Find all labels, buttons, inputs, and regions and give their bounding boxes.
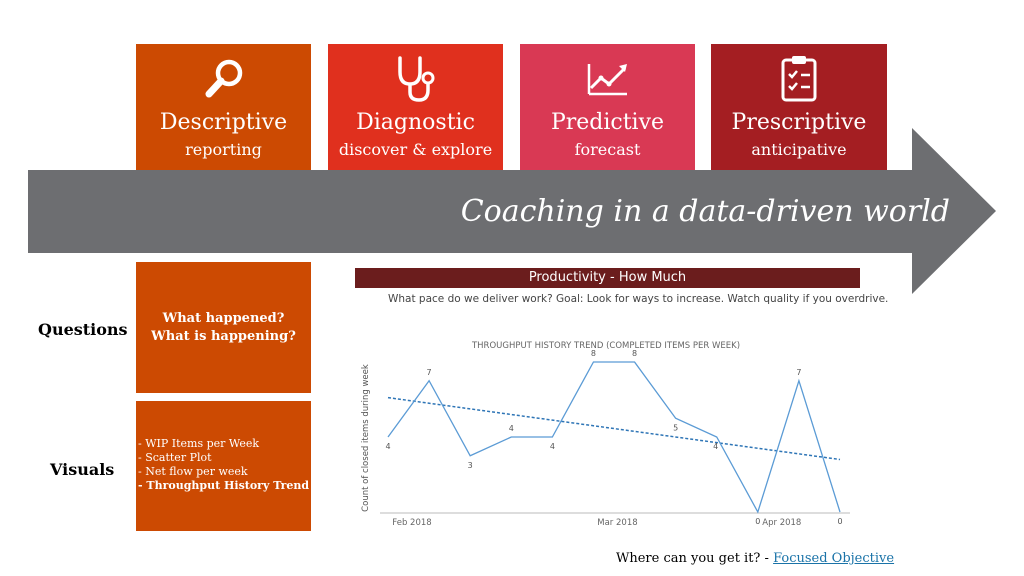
question-item: What happened? [162, 311, 285, 326]
y-axis-label: Count of closed items during week [361, 364, 371, 512]
visual-item: - Throughput History Trend [138, 479, 310, 492]
data-label: 4 [385, 442, 391, 451]
data-label: 3 [467, 460, 473, 470]
data-label: 8 [631, 349, 638, 358]
panel-subtitle: What pace do we deliver work? Goal: Look for ways to increase. Watch quality if you overdrive. [388, 293, 889, 305]
data-label: 4 [549, 442, 555, 451]
visual-item: - Net flow per week [138, 465, 248, 478]
tile-subtitle: reporting [185, 140, 262, 159]
tile-subtitle: forecast [574, 140, 641, 159]
footer [616, 551, 894, 566]
questions-label: Questions [38, 320, 128, 339]
data-label: 4 [713, 442, 719, 451]
data-label: 5 [673, 423, 679, 433]
tile-subtitle: discover & explore [338, 140, 493, 159]
visual-item: - WIP Items per Week [138, 437, 260, 450]
banner-title: Coaching in a data-driven world [460, 194, 950, 229]
tile-title: Prescriptive [731, 110, 867, 135]
visual-item: - Scatter Plot [138, 451, 212, 464]
data-label: 0 [755, 517, 761, 526]
data-label: 0 [837, 517, 843, 526]
footer-prefix: Where can you get it? - [616, 551, 774, 566]
x-tick-label: Feb 2018 [392, 518, 432, 528]
x-tick-label: Apr 2018 [762, 518, 802, 528]
panel-header: Productivity - How Much [355, 268, 860, 288]
series-line [388, 362, 840, 512]
visuals-label: Visuals [50, 460, 115, 479]
data-label: 8 [590, 349, 597, 358]
data-label: 7 [426, 367, 432, 377]
focused-objective-link[interactable]: Focused Objective [773, 551, 895, 566]
tile-title: Predictive [550, 110, 665, 135]
tile-subtitle: anticipative [751, 140, 847, 159]
x-tick-label: Mar 2018 [597, 518, 638, 528]
tile-title: Descriptive [159, 110, 288, 135]
data-label: 7 [796, 367, 802, 377]
tile-title: Diagnostic [356, 110, 475, 135]
chart-title: THROUGHPUT HISTORY TREND (COMPLETED ITEMS PER WEEK) [471, 341, 741, 351]
question-item: What is happening? [151, 329, 296, 344]
data-label: 4 [508, 424, 514, 433]
